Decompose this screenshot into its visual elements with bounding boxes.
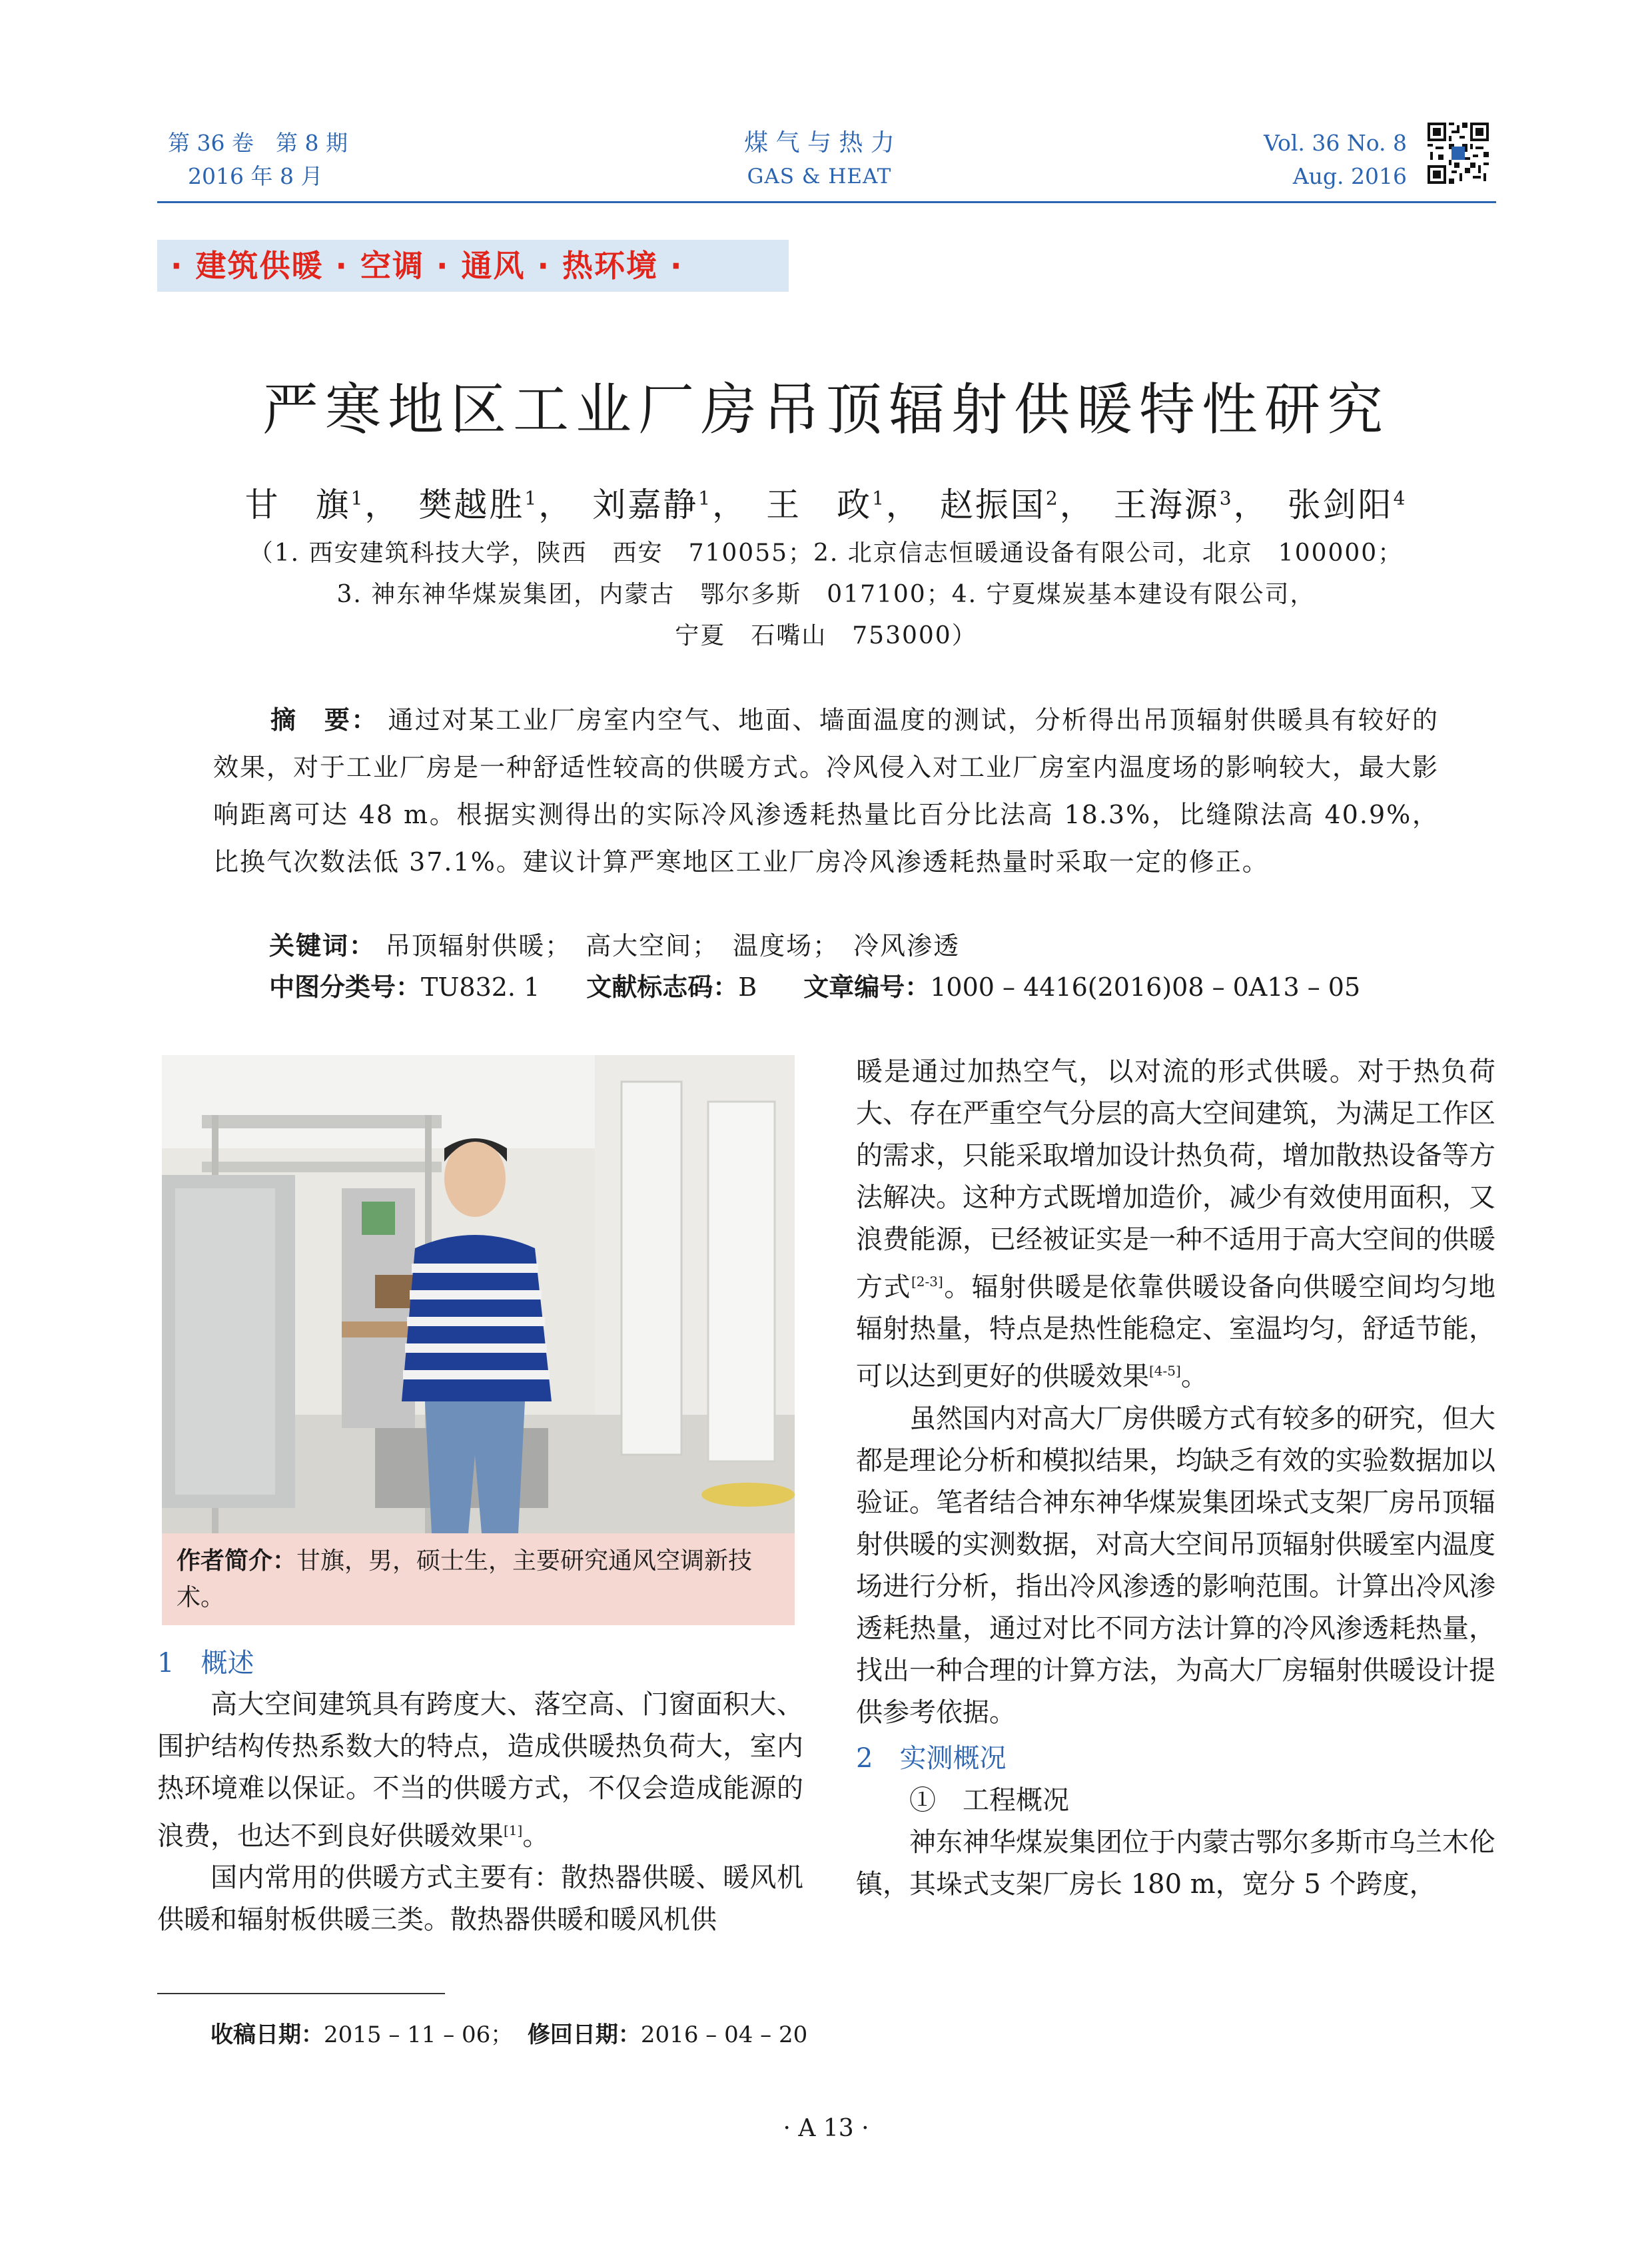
received-date: 2015 – 11 – 06； (324, 2022, 514, 2048)
received-label: 收稿日期： (210, 2022, 324, 2048)
footnote-rule (157, 1993, 445, 1994)
volume-issue-en: Vol. 36 No. 8 (1264, 130, 1407, 156)
affiliation-line: 3. 神东神华煤炭集团，内蒙古 鄂尔多斯 017100；4. 宁夏煤炭基本建设有限公司， (336, 581, 1316, 608)
author-affiliation-mark: 2 (1045, 487, 1060, 510)
clc-value: TU832. 1 (421, 972, 540, 1002)
paragraph: 暖是通过加热空气，以对流的形式供暖。对于热负荷大、存在严重空气分层的高大空间建筑，为满足工作区的需求，只能采取增加设计热负荷，增加散热设备等方法解决。这种方式既增加造价，减少有效使用面积，又浪费能源，已经被证实是一种不适用于高大空间的供暖方式[2-3]。辐射供暖是依靠供暖设备向供暖空间均匀地辐射热量，特点是热性能稳定、室温均匀，舒适节能，可以达到更好的供暖效果[4-5]。 (856, 1056, 1496, 1392)
citation: [1] (504, 1822, 523, 1838)
volume-issue-cn: 第 36 卷 第 8 期 (168, 130, 348, 156)
date-en: Aug. 2016 (1292, 163, 1407, 189)
author-name: 王海源 (1113, 486, 1220, 524)
citation: [2-3] (911, 1274, 943, 1290)
abstract-label: 摘 要： (270, 705, 378, 735)
doc-code-value: B (738, 972, 757, 1002)
subsection-heading: ① 工程概况 (909, 1784, 1069, 1816)
author-name: 张剑阳 (1287, 486, 1394, 524)
keywords (269, 926, 960, 966)
footnote-dates (210, 2016, 807, 2049)
author-list: 甘 旗$^1$， 樊越胜$^1$， 刘嘉静$^1$， 王 政$^1$， 赵振国$^2$， 王海源$^3$， 张剑阳$^4$ (244, 486, 1408, 524)
author-affiliation-mark: 1 (350, 487, 365, 510)
paragraph: 高大空间建筑具有跨度大、落空高、门窗面积大、围护结构传热系数大的特点，造成供暖热负荷大，室内热环境难以保证。不当的供暖方式，不仅会造成能源的浪费，也达不到良好供暖效果[1]。 (157, 1689, 803, 1852)
page-number: · A 13 · (783, 2115, 869, 2142)
keywords-text: 吊顶辐射供暖； 高大空间； 温度场； 冷风渗透 (385, 931, 961, 960)
section-2-heading: 2 实测概况 (856, 1742, 1007, 1774)
paragraph: 国内常用的供暖方式主要有：散热器供暖、暖风机供暖和辐射板供暖三类。散热器供暖和暖风机供 (157, 1862, 803, 1936)
header-volume-cn (168, 127, 348, 193)
author-affiliation-mark: 1 (524, 487, 539, 510)
header-volume-en (1264, 127, 1407, 193)
clc-label: 中图分类号： (269, 972, 422, 1002)
header-rule (157, 201, 1496, 203)
journal-name-cn: 煤 气 与 热 力 (744, 129, 895, 157)
classification-line (269, 967, 1360, 1007)
revised-label: 修回日期： (527, 2022, 641, 2048)
right-column-text (856, 1051, 1495, 1906)
article-id-value: 1000 – 4416(2016)08 – 0A13 – 05 (930, 972, 1361, 1002)
author-name: 甘 旗 (244, 486, 351, 524)
author-name: 赵振国 (939, 486, 1046, 524)
left-column-text (157, 1684, 803, 1941)
journal-name (666, 127, 973, 193)
article-id-label: 文章编号： (803, 972, 931, 1002)
author-name: 王 政 (766, 486, 873, 524)
abstract-text: 通过对某工业厂房室内空气、地面、墙面温度的测试，分析得出吊顶辐射供暖具有较好的效果，对于工业厂房是一种舒适性较高的供暖方式。冷风侵入对工业厂房室内温度场的影响较大，最大影响距离可达 48 m。根据实测得出的实际冷风渗透耗热量比百分比法高 18.3%，比缝隙法高 40.9%，比换气次数法低 37.1%。建议计算严寒地区工业厂房冷风渗透耗热量时采取一定的修正。 (213, 705, 1440, 877)
author-affiliation-mark: 1 (872, 487, 886, 510)
author-name: 樊越胜 (418, 486, 525, 524)
author-affiliation-mark: 4 (1393, 487, 1408, 510)
qr-code-icon (1428, 123, 1489, 184)
paragraph: 神东神华煤炭集团位于内蒙古鄂尔多斯市乌兰木伦镇，其垛式支架厂房长 180 m，宽分 5 个跨度， (856, 1826, 1495, 1900)
affiliation-line: （1. 西安建筑科技大学，陕西 西安 710055；2. 北京信志恒暖通设备有限公司，北京 100000； (248, 540, 1404, 567)
author-affiliation-mark: 1 (698, 487, 713, 510)
keywords-label: 关键词： (269, 931, 376, 960)
article-title: 严寒地区工业厂房吊顶辐射供暖特性研究 (262, 377, 1390, 442)
doc-code-label: 文献标志码： (586, 972, 739, 1002)
bio-text: 甘旗，男，硕士生，主要研究通风空调新技术。 (177, 1547, 753, 1611)
author-bio (162, 1533, 795, 1625)
bio-label: 作者简介： (177, 1547, 297, 1575)
section-1-heading: 1 概述 (157, 1648, 254, 1679)
journal-name-en: GAS & HEAT (747, 165, 892, 188)
affiliation-line: 宁夏 石嘴山 753000） (675, 622, 977, 649)
author-affiliation-mark: 3 (1219, 487, 1234, 510)
affiliations (0, 533, 1652, 657)
revised-date: 2016 – 04 – 20 (640, 2022, 808, 2048)
paragraph: 虽然国内对高大厂房供暖方式有较多的研究，但大都是理论分析和模拟结果，均缺乏有效的实验数据加以验证。笔者结合神东神华煤炭集团垛式支架厂房吊顶辐射供暖的实测数据，对高大空间吊顶辐射供暖室内温度场进行分析，指出冷风渗透的影响范围。计算出冷风渗透耗热量，通过对比不同方法计算的冷风渗透耗热量，找出一种合理的计算方法，为高大厂房辐射供暖设计提供参考依据。 (856, 1403, 1495, 1728)
date-cn: 2016 年 8 月 (188, 163, 323, 189)
section-label: · 建筑供暖 · 空调 · 通风 · 热环境 · (157, 240, 789, 292)
author-photo (162, 1055, 795, 1533)
citation: [4-5] (1149, 1363, 1181, 1379)
author-name: 刘嘉静 (592, 486, 699, 524)
abstract (213, 697, 1439, 886)
